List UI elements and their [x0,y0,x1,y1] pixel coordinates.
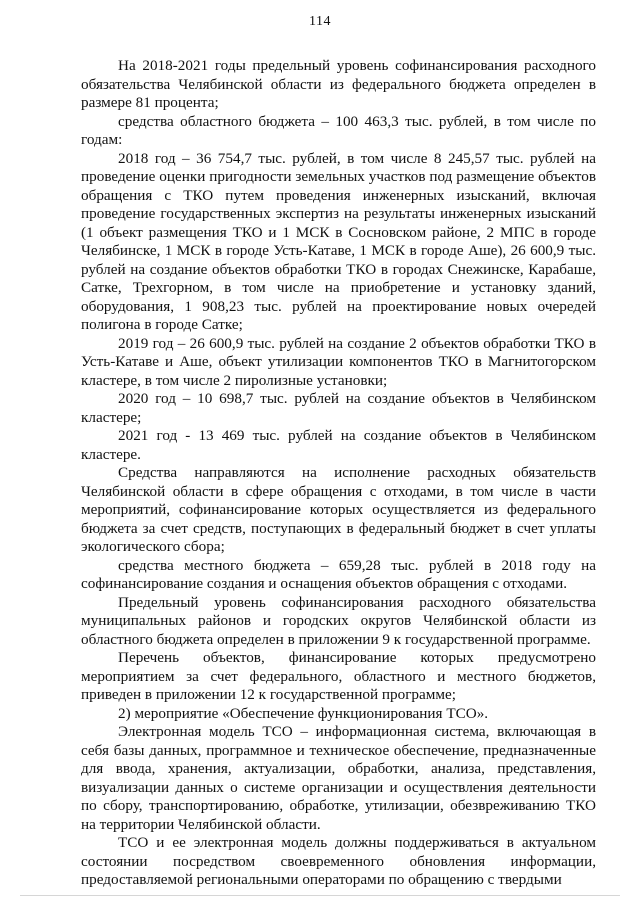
paragraph-municipal-cofinancing: Предельный уровень софинансирования расходного обязательства муниципальных районов и городских округов Челябинской области из областного бюджета определен в приложении 9 к государственной программе. [81,593,596,648]
paragraph-local-budget: средства местного бюджета – 659,28 тыс. рублей в 2018 году на софинансирование создания и оснащения объектов обращения с отходами. [81,556,596,592]
paragraph-year-2018: 2018 год – 36 754,7 тыс. рублей, в том числе 8 245,57 тыс. рублей на проведение оценки пригодности земельных участков под размещение объектов обращения с ТКО путем проведения инженерных изысканий, включая проведение государственных экспертиз на результаты инженерных изысканий (1 объект размещения ТКО и 1 МСК в Сосновском районе, 2 МПС в городе Челябинске, 1 МСК в городе Усть-Катаве, 1 МСК в городе Аше), 26 600,9 тыс. рублей на создание объектов обработки ТКО в городах Снежинске, Карабаше, Сатке, Трехгорном, в том числе на приобретение и установку зданий, оборудования, 1 908,23 тыс. рублей на проектирование новых очередей полигона в городе Сатке; [81,149,596,333]
paragraph-measure-2: 2) мероприятие «Обеспечение функционирования ТСО». [118,704,489,722]
paragraph-cofinancing-level: На 2018-2021 годы предельный уровень софинансирования расходного обязательства Челябинской области из федерального бюджета определен в размере 81 процента; [81,57,596,111]
paragraph-regional-budget: средства областного бюджета – 100 463,3 тыс. рублей, в том числе по годам: [81,112,596,148]
paragraph-year-2021: 2021 год - 13 469 тыс. рублей на создание объектов в Челябинском кластере. [81,427,596,463]
paragraph-year-2020: 2020 год – 10 698,7 тыс. рублей на создание объектов в Челябинском кластере; [81,390,596,426]
paragraph-funds-direction: Средства направляются на исполнение расходных обязательств Челябинской области в сфере обращения с отходами, в том числе в части мероприятий, софинансирование которых осуществляется из федерального бюджета за счет средств, поступающих в федеральный бюджет в счет уплаты экологического сбора; [81,464,596,555]
page-number: 114 [309,14,331,29]
paragraph-electronic-model: Электронная модель ТСО – информационная система, включающая в себя базы данных, программное и техническое обеспечение, предназначенные для ввода, хранения, актуализации, обработки, анализа, представления, визуализации данных о системе организации и осуществления деятельности по сбору, транспортированию, обработке, утилизации, обезвреживанию ТКО на территории Челябинской области. [81,723,596,833]
paragraph-tso-maintenance: ТСО и ее электронная модель должны поддерживаться в актуальном состоянии посредством своевременного обновления информации, предоставляемой региональными операторами по обращению с твердыми [81,834,596,888]
page-bottom-edge [20,895,620,896]
paragraph-year-2019: 2019 год – 26 600,9 тыс. рублей на создание 2 объектов обработки ТКО в Усть-Катаве и Аше, объект утилизации компонентов ТКО в Магнитогорском кластере, в том числе 2 пиролизные установки; [81,334,596,389]
paragraph-objects-list: Перечень объектов, финансирование которых предусмотрено мероприятием за счет федерального, областного и местного бюджетов, приведен в приложении 12 к государственной программе; [81,649,596,703]
document-body [81,57,596,890]
